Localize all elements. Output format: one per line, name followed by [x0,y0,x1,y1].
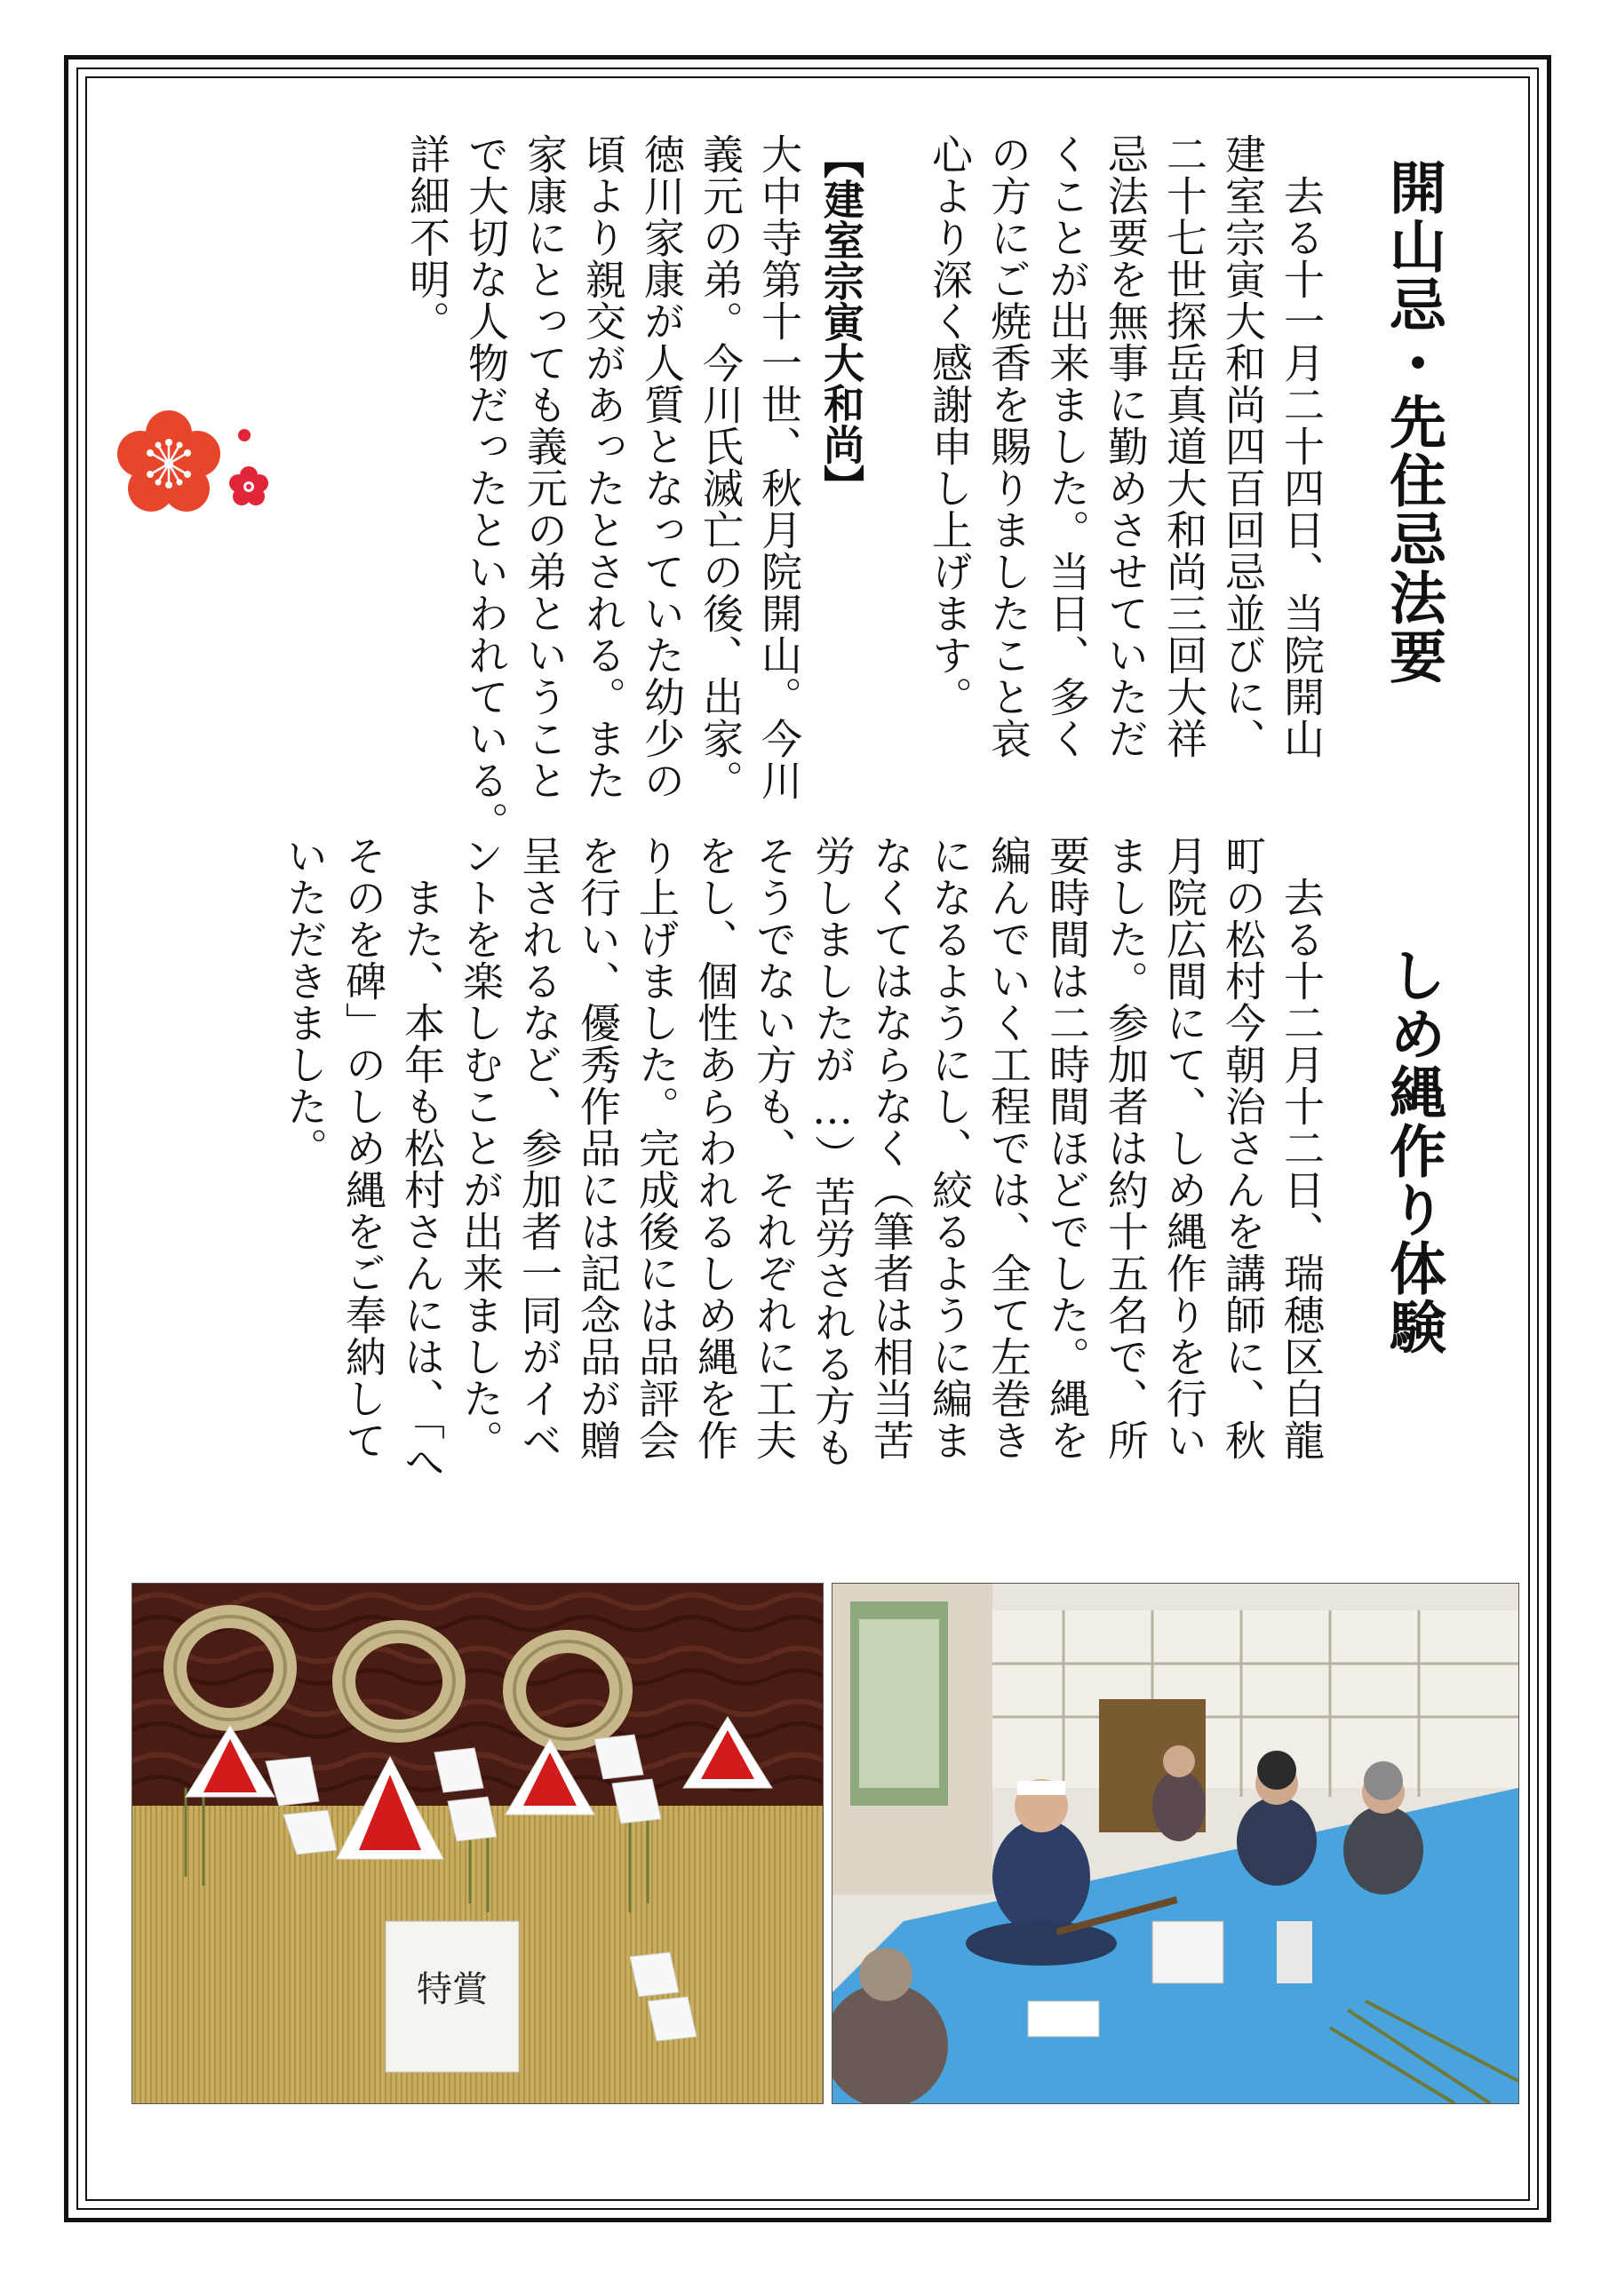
plum-blossom-icon [107,400,293,524]
section2-body: 去る十二月十二日、瑞穂区白龍 町の松村今朝治さんを講師に、秋 月院広間にて、しめ縄作りを行い ました。参加者は約十五名で、所 要時間は二時間ほどでした。縄を 編んでいく工程では、全て左巻き になるようにし、絞るように編ま なくてはならなく（筆者は相当苦 労しましたが…）苦労される方も そうでない方も、それぞれに工夫 をし、個性あらわれるしめ縄を作 り上げました。完成後には品評会 を行い、優秀作品には記念品が贈 呈されるなど、参加者一同がイベ ントを楽しむことが出来ました。 また、本年も松村さんには、「へ そのを碑」のしめ縄をご奉納して いただきました。 [281,835,1326,1482]
bio-heading: 【建室宗寅大和尚】 [817,138,865,505]
section1-body: 去る十一月二十四日、当院開山 建室宗寅大和尚四百回忌並びに、 二十七世探岳真道大和尚三回大祥 忌法要を無事に勤めさせていただ くことが出来ました。当日、多く の方にご焼香を賜りましたこと哀 心より深く感謝申し上げます。 [926,133,1326,759]
photo-workshop-hall [832,1583,1519,2104]
section1-title: 開山忌・先住忌法要 [1380,158,1446,686]
section2-title: しめ縄作り体験 [1380,946,1446,1356]
bio-body: 大中寺第十一世、秋月院開山。今川 義元の弟。今川氏滅亡の後、出家。 徳川家康が人質となっていた幼少の 頃より親交があったとされる。また 家康にとっても義元の弟ということ で大切な人物だったといわれている。 詳細不明。 [403,133,803,843]
prize-tag-text: 特賞 [417,1969,488,2010]
photo-shimenawa-display [131,1583,824,2104]
